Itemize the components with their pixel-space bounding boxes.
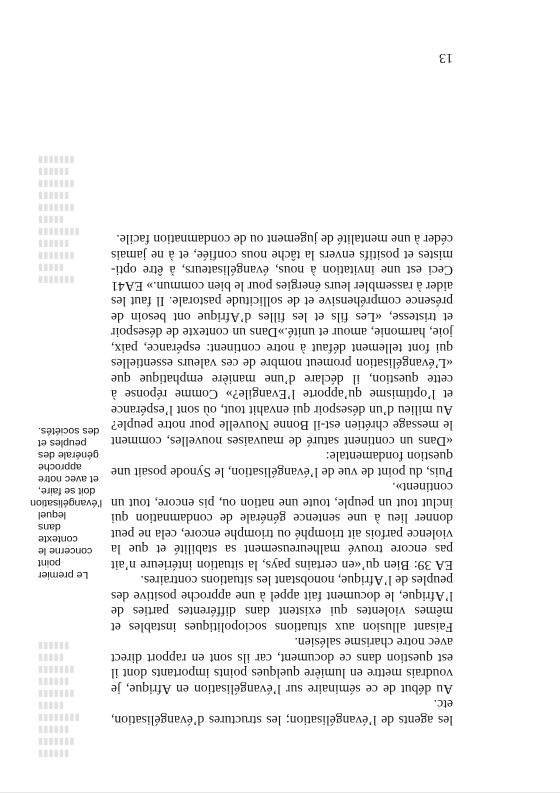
margin-note-line: point — [38, 557, 61, 569]
paragraph: Faisant allusion aux situations sociopolitiques instables et mêmes violentes qui existent dans différentes parties de l’Afrique, le document fait appel à une approche positive des peuples de l’Afrique, nonobstant les situations contraires. — [111, 573, 453, 635]
paragraph: Au début de ce séminaire sur l’évangélisation en Afrique, je voudrais mettre en lumière quelques points importants dont il est question dans ce document, car ils sont en rapport direct avec notre charisme salésien. — [111, 635, 453, 697]
margin-note-line: générale des — [38, 449, 99, 461]
paragraph-quote-ea41: «Dans un continent saturé de mauvaises nouvelles, comment le message chrétien est-il Bonne Nouvelle pour notre peuple? Au milieu d’un désespoir qui envahit tout, où sont l’espérance et l’optimisme qu’apporte l’Evangile?» Comme réponse à cette question, il déclare d’une manière emphatique que «L’évangélisation promeut nombre de ces valeurs essentielles qui font tellement défaut à notre continent: espérance, paix, joie, harmonie, amour et unité.»Dans un contexte de désespoir et tristesse, «Les fils et les filles d’Afrique ont besoin de présence compréhensive et de sollicitude pastorale. Il faut les aider à rassembler leurs énergies pour le bien commun.» EA41 — [111, 279, 453, 449]
page-number: 13 — [439, 50, 453, 65]
paragraph-quote-ea39: EA 39: Bien qu’«en certains pays, la situation intérieure n’ait pas encore trouvé malheureusement sa stabilité et que la violence parfois ait triomphé ou triomphe encore, cela ne peut donner lieu à une sentence générale de condamnation qui inclut tout un peuple, toute une nation ou, pis encore, tout un continent». — [111, 480, 453, 573]
margin-note-line: peuples et — [38, 437, 87, 449]
margin-note-line: approche — [38, 461, 82, 473]
margin-note-line: doit se faire, — [38, 485, 96, 497]
paragraph: Ceci est une invitation à nous, évangélisateurs, à être optimistes et positifs envers la tâche nous confiée, et à ne jamais céder à une mentalité de jugement ou de condamnation facile. — [111, 232, 453, 279]
main-text-block — [111, 232, 453, 728]
paragraph: les agents de l’évangélisation; les structures d’évangélisation, etc. — [111, 697, 453, 728]
margin-note-line: contexte dans — [38, 521, 78, 545]
margin-note-line: des sociétés. — [38, 425, 100, 437]
margin-note-line: Le premier — [38, 569, 89, 581]
margin-note-line: concerne le — [38, 545, 93, 557]
margin-note — [30, 425, 102, 581]
show-through-text-lower: ▮▮▮▮▮▮▮ ▮▮▮▮▮ ▮▮▮▮▮▮▮ ▮▮▮▮▮▮ ▮▮▮▮▮▮▮▮ ▮▮▮▮▮ ▮▮▮▮▮▮▮ ▮▮▮▮▮▮ ▮▮▮▮▮▮▮ ▮▮▮▮▮▮ ▮▮▮▮▮▮▮ — [38, 154, 80, 285]
margin-note-line: l’évangélisation — [30, 497, 102, 509]
show-through-text-upper: ▮▮▮▮▮▮ ▮▮▮▮▮▮▮ ▮▮▮▮▮▮ ▮▮▮▮▮▮▮▮ ▮▮▮▮▮ ▮▮▮▮▮▮▮ ▮▮▮▮▮▮ ▮▮▮▮▮▮▮ ▮▮▮▮▮ ▮▮▮▮▮▮ — [38, 640, 80, 759]
margin-note-line: et avec notre — [38, 473, 99, 485]
paragraph: Puis, du point de vue de l’évangélisation, le Synode posait une question fondamentale: — [111, 449, 453, 480]
margin-note-line: lequel — [38, 509, 67, 521]
